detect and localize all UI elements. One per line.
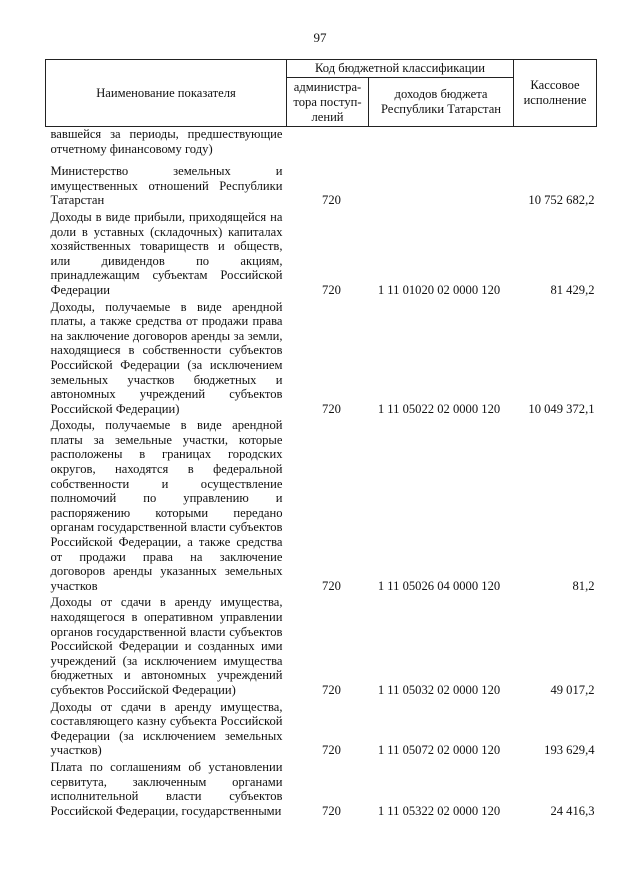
header-indicator-name: Наименование показателя	[46, 60, 287, 127]
row-admin-code: 720	[322, 282, 341, 297]
row-income-code: 1 11 05032 02 0000 120	[377, 682, 501, 697]
table-row	[46, 298, 597, 417]
row-admin-code: 720	[322, 578, 341, 593]
row-amount: 24 416,3	[550, 803, 595, 818]
row-name: Министерство земельных и имущественных отношений Республики Татарстан	[50, 164, 283, 208]
table-row	[46, 416, 597, 593]
row-name: Доходы от сдачи в аренду имущества, составляющего казну субъекта Российской Федерации (за исключением земельных участков)	[50, 699, 283, 758]
row-amount: 49 017,2	[550, 682, 595, 697]
row-name: вавшейся за периоды, предшествующие отчетному финансовому году)	[50, 127, 283, 156]
header-budget-revenue: доходов бюджета Республики Татарстан	[369, 78, 514, 127]
row-income-code: 1 11 05072 02 0000 120	[377, 743, 501, 758]
row-name: Доходы в виде прибыли, приходящейся на доли в уставных (складочных) капиталах хозяйственных товариществ и обществ, или дивидендов по акциям, принадлежащим субъектам Российской Федерации	[50, 209, 283, 297]
table-row	[46, 593, 597, 697]
row-admin-code	[287, 127, 369, 157]
row-income-code	[369, 127, 514, 157]
budget-table	[45, 59, 597, 818]
row-amount: 81,2	[572, 578, 595, 593]
table-row	[46, 127, 597, 157]
table-row	[46, 156, 597, 208]
row-admin-code: 720	[322, 682, 341, 697]
row-admin-code: 720	[322, 193, 341, 208]
header-budget-classification-code: Код бюджетной классификации	[287, 60, 514, 78]
row-admin-code: 720	[322, 743, 341, 758]
header-cash-execution: Кассовое исполнение	[514, 60, 597, 127]
table-row	[46, 698, 597, 758]
row-admin-code: 720	[322, 803, 341, 818]
row-income-code: 1 11 01020 02 0000 120	[377, 282, 501, 297]
row-name: Доходы от сдачи в аренду имущества, находящегося в оперативном управлении органов государственной власти субъектов Российской Федерации и созданных ими учреждений (за исключением имущества бюджетных и автономных учреждений субъектов Российской Федерации)	[50, 595, 283, 697]
row-admin-code: 720	[322, 401, 341, 416]
row-income-code: 1 11 05022 02 0000 120	[377, 401, 501, 416]
row-income-code	[369, 156, 514, 208]
row-amount: 81 429,2	[550, 282, 595, 297]
table-header	[46, 60, 597, 127]
table-row	[46, 758, 597, 818]
header-revenue-administrator: администра-тора поступ-лений	[287, 78, 369, 127]
row-amount: 193 629,4	[544, 743, 595, 758]
row-amount: 10 049 372,1	[528, 401, 595, 416]
page-number: 97	[313, 30, 327, 45]
table-body	[46, 127, 597, 819]
row-amount	[514, 127, 597, 157]
row-amount: 10 752 682,2	[528, 193, 595, 208]
row-name: Доходы, получаемые в виде арендной платы за земельные участки, которые расположены в границах городских округов, находятся в федеральной собственности и осуществление полномочий по управлению и распоряжению которыми передано органам государственной власти субъектов Российской Федерации, а также средства от продажи права на заключение договоров аренды указанных земельных участков	[50, 418, 283, 593]
table-row	[46, 208, 597, 298]
row-name: Доходы, получаемые в виде арендной платы, а также средства от продажи права на заключение договоров аренды за земли, находящиеся в собственности субъектов Российской Федерации (за исключением земельных участков бюджетных и автономных учреждений субъектов Российской Федерации)	[50, 299, 283, 416]
row-income-code: 1 11 05322 02 0000 120	[377, 803, 501, 818]
row-income-code: 1 11 05026 04 0000 120	[377, 578, 501, 593]
row-name: Плата по соглашениям об установлении сервитута, заключенным органами исполнительной власти субъектов Российской Федерации, государственными	[50, 759, 283, 818]
